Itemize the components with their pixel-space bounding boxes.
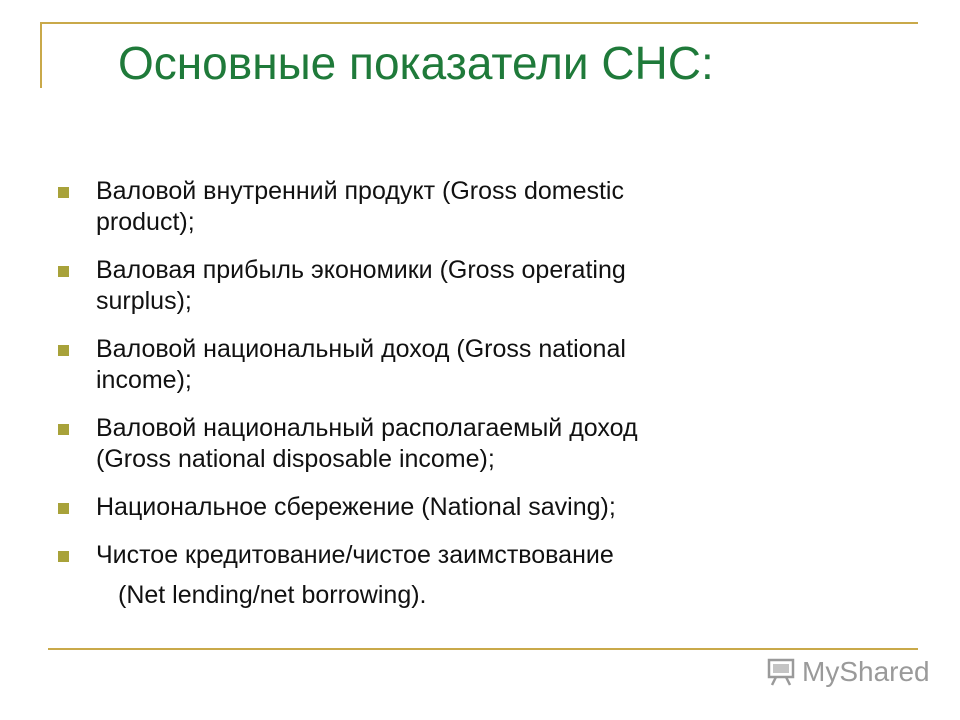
frame-left-line: [40, 22, 42, 88]
square-bullet-icon: [58, 551, 69, 562]
watermark-logo: [766, 656, 930, 688]
projector-screen-icon: [766, 657, 796, 687]
square-bullet-icon: [58, 424, 69, 435]
list-item-text-continued: (Net lending/net borrowing).: [118, 581, 427, 609]
list-item-text: Чистое кредитование/чистое заимствование: [96, 541, 614, 569]
square-bullet-icon: [58, 266, 69, 277]
square-bullet-icon: [58, 187, 69, 198]
list-item-text: Валовой национальный доход (Gross national: [96, 335, 626, 363]
list-item-text: Валовая прибыль экономики (Gross operating: [96, 256, 626, 284]
frame-top-line: [40, 22, 918, 24]
list-item: [56, 334, 846, 396]
list-item-text: Валовой внутренний продукт (Gross domestic: [96, 177, 624, 205]
list-item-text-continued: income);: [96, 366, 192, 394]
slide-title: Основные показатели СНС:: [118, 37, 714, 89]
list-item: [56, 176, 846, 238]
list-item: [56, 255, 846, 317]
bullet-list: [56, 176, 846, 628]
list-item-text-continued: (Gross national disposable income);: [96, 445, 495, 473]
list-item-text-continued: product);: [96, 208, 195, 236]
watermark-text: MyShared: [802, 656, 930, 687]
frame-bottom-line: [48, 648, 918, 650]
list-item: [56, 540, 846, 611]
list-item-text: Валовой национальный располагаемый доход: [96, 414, 638, 442]
list-item-text-continued: surplus);: [96, 287, 192, 315]
list-item: [56, 413, 846, 475]
square-bullet-icon: [58, 503, 69, 514]
square-bullet-icon: [58, 345, 69, 356]
list-item: [56, 492, 846, 523]
list-item-text: Национальное сбережение (National saving);: [96, 493, 616, 521]
